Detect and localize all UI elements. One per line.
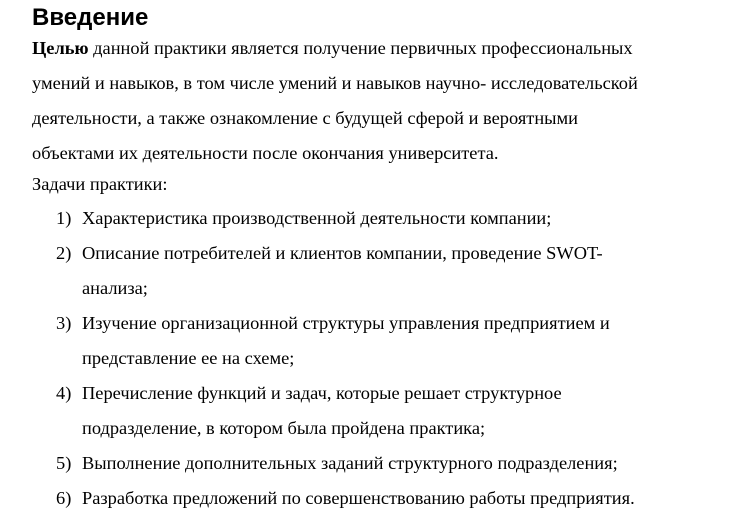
task-line: Перечисление функций и задач, которые решает структурное	[82, 383, 562, 403]
section-heading: Введение	[32, 4, 149, 31]
task-item-4	[32, 376, 737, 446]
document-page	[32, 0, 737, 516]
task-item-3	[32, 306, 737, 376]
task-line: Изучение организационной структуры управления предприятием и	[82, 313, 610, 333]
task-line: Описание потребителей и клиентов компании, проведение SWOT-	[82, 243, 603, 263]
task-line-continued: анализа;	[82, 278, 148, 298]
tasks-title: Задачи практики:	[32, 174, 168, 194]
task-line-continued: представление ее на схеме;	[82, 348, 295, 368]
intro-line-4: объектами их деятельности после окончания университета.	[32, 143, 499, 163]
intro-bold-word: Целью	[32, 38, 89, 58]
intro-line-3: деятельности, а также ознакомление с будущей сферой и вероятными	[32, 108, 579, 128]
intro-line-1-text: данной практики является получение первичных профессиональных	[88, 38, 633, 58]
task-item-6	[32, 481, 737, 516]
intro-paragraph	[32, 31, 737, 171]
task-number: 4)	[56, 383, 72, 403]
task-number: 5)	[56, 453, 72, 473]
task-number: 6)	[56, 488, 72, 508]
task-item-2	[32, 236, 737, 306]
intro-line-1	[32, 31, 737, 66]
tasks-list	[32, 201, 737, 516]
task-item-1	[32, 201, 737, 236]
task-number: 1)	[56, 208, 72, 228]
task-line-continued: подразделение, в котором была пройдена практика;	[82, 418, 486, 438]
task-line: Выполнение дополнительных заданий структурного подразделения;	[82, 453, 618, 473]
task-number: 2)	[56, 243, 72, 263]
task-number: 3)	[56, 313, 72, 333]
task-line: Разработка предложений по совершенствованию работы предприятия.	[82, 488, 635, 508]
intro-line-2: умений и навыков, в том числе умений и навыков научно- исследовательской	[32, 73, 638, 93]
task-item-5	[32, 446, 737, 481]
task-line: Характеристика производственной деятельности компании;	[82, 208, 552, 228]
